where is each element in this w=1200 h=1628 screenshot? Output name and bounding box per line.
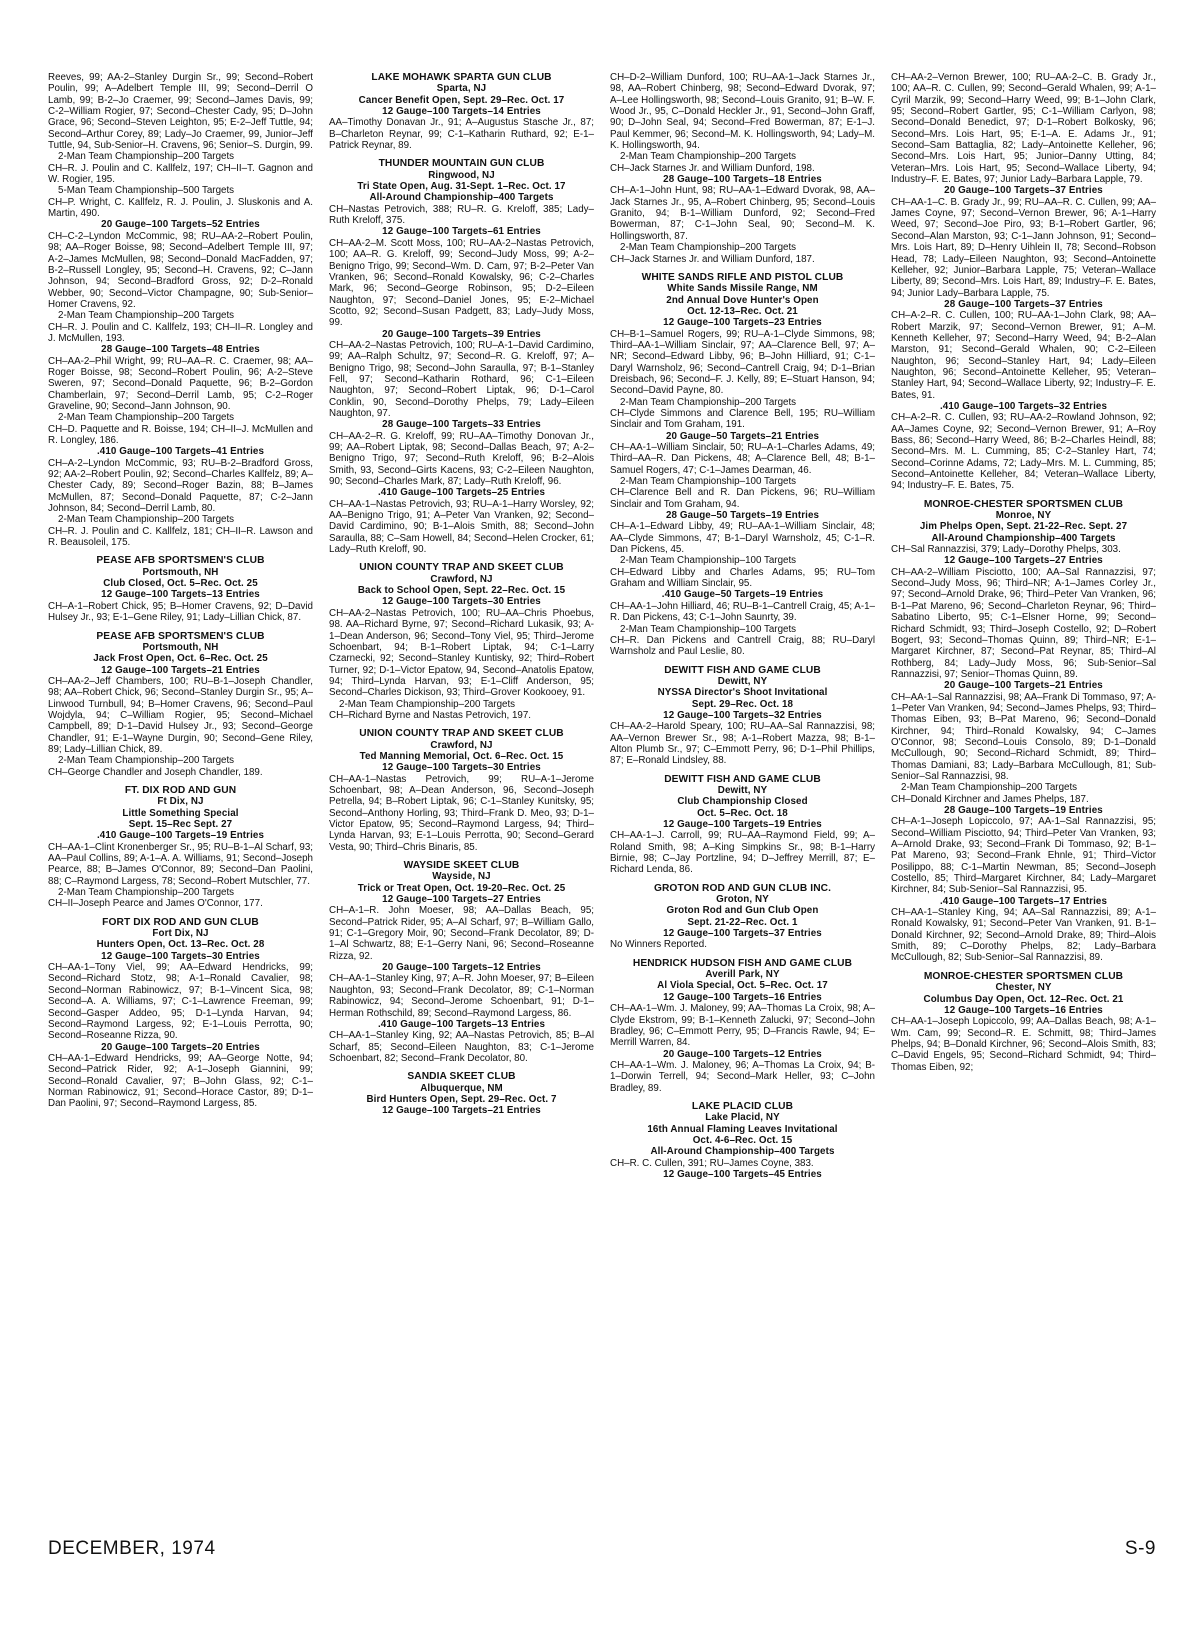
results-paragraph: CH–A-2–Lyndon McCommic, 93; RU–B-2–Bradford Gross, 92; AA-2–Robert Poulin, 92; Second–Charles Kallfelz, 89; A–Chester Cady, 89; Second–Roger Bazin, 88; B–James McMullen, 87; Second–Donald Paquette, 87; C-2–Jann Johnson, 84; Second–Derril Lamb, 80. xyxy=(48,457,313,515)
club-name: FORT DIX ROD AND GUN CLUB xyxy=(102,916,259,928)
event-title: Al Viola Special, Oct. 5–Rec. Oct. 17 xyxy=(657,980,828,992)
team-championship-label: 2-Man Team Championship–200 Targets xyxy=(339,698,516,710)
event-title: Club Closed, Oct. 5–Rec. Oct. 25 xyxy=(103,578,258,590)
event-heading-line xyxy=(610,699,875,710)
club-name: LAKE PLACID CLUB xyxy=(691,1100,794,1112)
results-paragraph: CH–AA-1–John Hilliard, 46; RU–B-1–Cantrell Craig, 45; A-1–R. Dan Pickens, 43; C-1–John Saunrty, 39. xyxy=(610,600,875,624)
event-heading-line xyxy=(891,1005,1156,1016)
club-header xyxy=(610,958,875,992)
results-paragraph: CH–Sal Rannazzisi, 379; Lady–Dorothy Phelps, 303. xyxy=(891,544,1121,556)
event-heading-line xyxy=(891,805,1156,816)
results-paragraph: CH–AA-1–Stanley King, 92; AA–Nastas Petrovich, 85; B–Al Scharf, 85; Second–Eileen Naughton, 83; C-1–Jerome Schoenbart, 82; Second–Frank Decolator, 80. xyxy=(329,1030,594,1064)
issue-date: DECEMBER, 1974 xyxy=(48,1538,216,1559)
event-title: Jack Frost Open, Oct. 6–Rec. Oct. 25 xyxy=(93,653,268,665)
event-title: Trick or Treat Open, Oct. 19-20–Rec. Oct. 25 xyxy=(357,882,566,894)
club-header xyxy=(891,499,1156,533)
results-paragraph: CH–AA-1–J. Carroll, 99; RU–AA–Raymond Field, 99; A–Roland Smith, 98; A–King Simpkins Sr., 98; B-1–Harry Birnie, 98; C–Jay Portzline, 94; D–Jeffrey Merrill, 87; E–Richard Lenda, 86. xyxy=(610,830,875,876)
results-paragraph: CH–AA-1–Wm. J. Maloney, 96; A–Thomas La Croix, 94; B-1–Dorwin Terrell, 94; Second–Mark Heller, 93; C–John Bradley, 89. xyxy=(610,1059,875,1094)
event-title: 2nd Annual Dove Hunter's Open xyxy=(666,294,819,306)
club-location: Averill Park, NY xyxy=(705,969,780,981)
results-paragraph: CH–Clyde Simmons and Clarence Bell, 195; RU–William Sinclair and Tom Graham, 191. xyxy=(610,407,875,431)
club-header xyxy=(610,774,875,808)
event-heading-line xyxy=(891,185,1156,196)
results-paragraph: CH–AA-1–Clint Kronenberger Sr., 95; RU–B-1–Al Scharf, 93; AA–Paul Collins, 89; A-1–A. A. Williams, 91; Second–Joseph Pearce, 88; B–James O'Connor, 89; Second–Dan Paolini, 88; C–Raymond Largess, 78; Second–Robert Mutschler, 77. xyxy=(48,841,313,887)
club-name: PEASE AFB SPORTSMEN'S CLUB xyxy=(96,555,265,567)
event-title: Columbus Day Open, Oct. 12–Rec. Oct. 21 xyxy=(923,993,1124,1005)
event-heading: All-Around Championship–400 Targets xyxy=(931,532,1116,544)
results-paragraph: CH–AA-1–Nastas Petrovich, 93; RU–A-1–Harry Worsley, 92; AA–Benigno Trigo, 91; A–Peter Van Vranken, 92; Second–David Cardimino, 90; B-1–Alois Smith, 88; Second–John Saraulla, 88; C–Sam Howell, 84; Second–Helen Crocker, 61; Lady–Ruth Kreloff, 90. xyxy=(329,498,594,556)
results-paragraph: Reeves, 99; AA-2–Stanley Durgin Sr., 99; Second–Robert Poulin, 99; A–Adelbert Temple III, 99; Second–Derril O Lamb, 99; B-2–Jo Craemer, 99; Second–James Davis, 99; C-2–William Rogier, 97; Second–Chester Cady, 95; D–John Grace, 96; Second–Steven Leighton, 95; E-2–Jeff Tuttle, 94; Second–Arthur Corey, 89; Lady–Jo Craemer, 99, Junior–Jeff Tuttle, 94, Sub-Senior–H. Cravens, 96; Senior–S. Durgin, 99. xyxy=(48,72,313,152)
results-paragraph: CH–AA-1–Tony Viel, 99; AA–Edward Hendricks, 99; Second–Richard Stotz, 98; A-1–Ronald Cavalier, 98; Second–Norman Rabinowicz, 97; B-1–Vincent Sica, 98; Second–A. A. Williams, 97; C-1–Lawrence Freeman, 99; Second–Gasper Addeo, 95; D-1–Lynda Harvan, 94; Second–Raymond Largess, 92; E-1–Louis Perrotta, 90; Second–Roseanne Rizza, 90. xyxy=(48,962,313,1042)
club-location: Crawford, NJ xyxy=(430,739,493,751)
club-header xyxy=(329,158,594,192)
event-heading: 20 Gauge–100 Targets–39 Entries xyxy=(382,328,541,340)
results-paragraph: CH–AA-1–Sal Rannazzisi, 98; AA–Frank Di Tommaso, 97; A-1–Peter Van Vranken, 94; Second–James Phelps, 93; Third–Thomas Eiben, 93; B–Pat Mareno, 96; Second–Donald Kirchner, 94; Third–Ronald Kowalsky, 94; C–James O'Connor, 98; Second–Louis Consolo, 89; D-1–Donald McCullough, 90; Second–Richard Schmidt, 89; Third–Thomas Damiani, 83; Lady–Barbara McCullough, 81; Sub-Senior–Sal Rannazzisi, 98. xyxy=(891,691,1156,782)
results-paragraph: CH–AA-1–C. B. Grady Jr., 99; RU–AA–R. C. Cullen, 99; AA–James Coyne, 97; Second–Vernon Brewer, 96; A-1–Harry Weed, 97; Second–Joe Piro, 93; B-1–Robert Gartler, 96; Second–Alan Marston, 93; C-1–Jann Johnson, 91; Second–Mrs. Lois Hart, 89; D–Henry Uihlein II, 78; Second–Robson Head, 78; Lady–Eileen Naughton, 93; Second–Antoinette Kelleher, 92; Junior–Barbara Lapple, 75; Veteran–Wallace Liberty, 89; Second–Mrs. Lois Hart, 89; Industry–F. E. Bates, 94; Junior Lady–Barbara Lapple, 75. xyxy=(891,196,1156,299)
club-name: UNION COUNTY TRAP AND SKEET CLUB xyxy=(359,728,564,740)
event-title: Tri State Open, Aug. 31-Sept. 1–Rec. Oct. 17 xyxy=(357,181,566,193)
club-name: LAKE MOHAWK SPARTA GUN CLUB xyxy=(371,72,552,83)
event-heading-line xyxy=(329,894,594,905)
event-title: Bird Hunters Open, Sept. 29–Rec. Oct. 7 xyxy=(366,1093,557,1105)
event-heading-line xyxy=(329,329,594,340)
event-heading-line xyxy=(610,306,875,317)
club-location: Lake Placid, NY xyxy=(705,1112,780,1124)
club-name: GROTON ROD AND GUN CLUB INC. xyxy=(653,882,832,894)
event-heading: 12 Gauge–100 Targets–23 Entries xyxy=(663,317,822,329)
event-title: NYSSA Director's Shoot Invitational xyxy=(657,687,828,699)
team-championship-label: 2-Man Team Championship–100 Targets xyxy=(620,555,797,567)
event-heading: 20 Gauge–50 Targets–21 Entries xyxy=(665,430,820,442)
event-heading-line xyxy=(891,533,1156,544)
event-heading-line xyxy=(610,431,875,442)
event-heading: 12 Gauge–100 Targets–21 Entries xyxy=(101,664,260,676)
event-heading-line xyxy=(610,917,875,928)
club-header xyxy=(891,971,1156,1005)
club-header xyxy=(329,562,594,596)
event-heading-line xyxy=(329,1105,594,1116)
event-title: Little Something Special xyxy=(122,807,239,819)
results-paragraph: CH–AA-2–Jeff Chambers, 100; RU–B-1–Joseph Chandler, 98; AA–Robert Chick, 96; Second–Stanley Durgin Sr., 95; A–Linwood Turnbull, 94; B–Homer Cravens, 96; Second–Paul Wojdyla, 94; C–William Rogier, 95; Second–Michael Campbell, 89; D-1–David Hulsey Jr., 93; Second–George Chandler, 91; E-1–Wayne Durgin, 90; Second–Gene Riley, 89; Lady–Lillian Chick, 89. xyxy=(48,675,313,755)
club-name: DEWITT FISH AND GAME CLUB xyxy=(664,773,821,785)
team-championship-label: 5-Man Team Championship–500 Targets xyxy=(58,185,235,197)
club-name: DEWITT FISH AND GAME CLUB xyxy=(664,664,821,676)
club-name: WHITE SANDS RIFLE AND PISTOL CLUB xyxy=(641,271,844,283)
event-heading: 28 Gauge–100 Targets–18 Entries xyxy=(663,174,822,186)
column-4 xyxy=(891,72,1156,1512)
event-heading-line xyxy=(48,1042,313,1053)
results-paragraph: CH–AA-1–Edward Hendricks, 99; AA–George Notte, 94; Second–Patrick Rider, 92; A-1–Joseph Giannini, 99; Second–Ronald Cavalier, 97; B–John Glass, 92; C-1–Norman Rabinowicz, 91; Second–Horace Castor, 89; D-1–Dan Paolini, 97; Second–Raymond Largess, 85. xyxy=(48,1052,313,1110)
event-heading: 20 Gauge–100 Targets–12 Entries xyxy=(382,962,541,974)
event-heading-line xyxy=(329,1019,594,1030)
event-heading-line xyxy=(610,710,875,721)
event-heading-line xyxy=(891,555,1156,566)
results-paragraph: CH–A-2–R. C. Cullen, 93; RU–AA-2–Rowland Johnson, 92; AA–James Coyne, 92; Second–Vernon Brewer, 91; A–Roy Bass, 86; Second–Harry Weed, 86; B-2–Charles Heindl, 88; Second–Mrs. M. L. Cumming, 85; C-2–Stanley Hart, 74; Second–Corinne Adams, 72; Lady–Mrs. M. L. Cumming, 85; Second–Antoinette Kelleher, 84; Veteran–Wallace Liberty, 94; Industry–F. E. Bates, 75. xyxy=(891,412,1156,492)
team-championship-label: 2-Man Team Championship–200 Targets xyxy=(58,887,235,899)
event-heading-line xyxy=(610,819,875,830)
event-heading-line xyxy=(329,762,594,773)
event-heading: 12 Gauge–100 Targets–21 Entries xyxy=(382,1105,541,1117)
team-championship-label: 2-Man Team Championship–200 Targets xyxy=(58,514,235,526)
event-heading-line xyxy=(891,680,1156,691)
event-heading: 12 Gauge–100 Targets–19 Entries xyxy=(663,819,822,830)
event-heading-line xyxy=(891,896,1156,907)
event-heading: Oct. 5–Rec. Oct. 18 xyxy=(697,807,788,819)
event-heading-line xyxy=(610,1146,875,1157)
results-paragraph: CH–AA-1–Nastas Petrovich, 99; RU–A-1–Jerome Schoenbart, 98; A–Dean Anderson, 96, Second–Joseph Petrella, 94; B–Robert Liptak, 96; C-1–Stanley Kunitsky, 95; Second–Anthony Horling, 93; Third–Frank D. Meo, 93; D-1–Victor Epatow, 95; Second–Raymond Largess, 94; Third–Lynda Harvan, 93; E-1–Louis Perrotta, 90; Second–Gerard Vesta, 90; Third–Chris Binaris, 85. xyxy=(329,773,594,853)
event-heading: 12 Gauge–100 Targets–16 Entries xyxy=(663,991,822,1003)
club-location: Crawford, NJ xyxy=(430,573,493,585)
club-location: Portsmouth, NH xyxy=(142,566,219,578)
event-heading-line xyxy=(48,344,313,355)
event-heading: .410 Gauge–100 Targets–13 Entries xyxy=(377,1018,546,1030)
event-title: Groton Rod and Gun Club Open xyxy=(666,905,819,917)
results-paragraph: CH–AA-2–Harold Speary, 100; RU–AA–Sal Rannazzisi, 98; AA–Vernon Brewer Sr., 98; A-1–Robert Mazza, 98; B-1–Alton Plumb Sr., 97; C–Emmott Perry, 96; D-1–Phil Phillips, 87; E–Ronald Lindsley, 88. xyxy=(610,721,875,767)
results-paragraph: CH–A-1–Robert Chick, 95; B–Homer Cravens, 92; D–David Hulsey Jr., 93; E-1–Gene Riley, 91; Lady–Lillian Chick, 87. xyxy=(48,600,313,624)
event-heading: 20 Gauge–100 Targets–21 Entries xyxy=(944,680,1103,692)
event-heading: 12 Gauge–100 Targets–30 Entries xyxy=(101,950,260,962)
club-name: THUNDER MOUNTAIN GUN CLUB xyxy=(378,158,545,170)
results-paragraph: CH–A-1–Edward Libby, 49; RU–AA-1–William Sinclair, 48; AA–Clyde Simmons, 47; B-1–Daryl Warnsholz, 45; C-1–R. Dan Pickens, 45. xyxy=(610,521,875,556)
event-heading-line xyxy=(610,1135,875,1146)
event-heading-line xyxy=(610,510,875,521)
club-header xyxy=(610,272,875,306)
event-heading-line xyxy=(329,487,594,498)
event-heading: 12 Gauge–100 Targets–27 Entries xyxy=(382,894,541,906)
club-header xyxy=(610,665,875,699)
club-name: PEASE AFB SPORTSMEN'S CLUB xyxy=(96,630,265,642)
club-name: WAYSIDE SKEET CLUB xyxy=(403,860,520,872)
event-heading-line xyxy=(610,1169,875,1180)
results-paragraph: CH–AA-2–William Pisciotto, 100; AA–Sal Rannazzisi, 97; Second–Judy Moss, 96; Third–NR; A-1–James Corley Jr., 97; Second–Arnold Drake, 96; Third–Peter Van Vranken, 96; B-1–Pat Mareno, 96; Second–Charleton Reynar, 96; Third–Sabatino Liberto, 95; C-1–Elsner Horne, 99; Second–Richard Schmidt, 93; Third–Joseph Costello, 92; D–Robert Bogert, 93; Second–Thomas Quinn, 89; Third–NR; E-1–Margaret Kirchner, 87; Second–Pat Reynar, 85; Third–Al Rothberg, 84; Lady–Judy Moss, 96; Sub-Senior–Sal Rannazzisi, 97; Senior–Thomas Quinn, 89. xyxy=(891,566,1156,680)
team-championship-label: 2-Man Team Championship–200 Targets xyxy=(620,396,797,408)
column-2 xyxy=(329,72,594,1512)
club-location: Sparta, NJ xyxy=(436,83,487,95)
results-paragraph: CH–P. Wright, C. Kallfelz, R. J. Poulin, J. Sluskonis and A. Martin, 490. xyxy=(48,196,313,220)
event-heading-line xyxy=(610,928,875,939)
event-heading-line xyxy=(329,226,594,237)
event-heading-line xyxy=(610,317,875,328)
event-title: Club Championship Closed xyxy=(677,796,808,808)
results-paragraph: CH–Jack Starnes Jr. and William Dunford, 198. xyxy=(610,162,815,174)
event-heading: .410 Gauge–100 Targets–41 Entries xyxy=(96,446,265,458)
results-paragraph: CH–AA-2–Nastas Petrovich, 100; RU–A-1–David Cardimino, 99; AA–Ralph Schultz, 97; Second–R. G. Kreloff, 97; A–Benigno Trigo, 98; Second–John Saraulla, 97; B-1–Stanley Fell, 97; Second–Katharin Rothard, 96; C-1–Eileen Naughton, 97; Second–Robert Liptak, 96; D-1–Carol Conklin, 90, Second–Dorothy Phelps, 79; Lady–Eileen Naughton, 97. xyxy=(329,339,594,419)
results-paragraph: CH–A-1–Joseph Lopiccolo, 97; AA-1–Sal Rannazzisi, 95; Second–William Pisciotto, 94; Third–Peter Van Vranken, 93; A–Arnold Drake, 93; Second–Frank Di Tommaso, 92; B-1–Pat Mareno, 93; Second–Frank Ehnle, 91; Third–Victor Posilippo, 88; C-1–Martin Newman, 85; Second–Joseph Costello, 85; Third–Margaret Kirchner, 84; Lady–Margaret Kirchner, 84; Sub-Senior–Sal Rannazzisi, 95. xyxy=(891,816,1156,896)
club-header xyxy=(48,631,313,665)
results-paragraph: CH–AA-1–Stanley King, 97; A–R. John Moeser, 97; B–Eileen Naughton, 93; Second–Frank Decolator, 89; C-1–Norman Rabinowicz, 94; Second–Jerome Schoenbart, 91; D-1–Herman Rothschild, 89; Second–Raymond Largess, 86. xyxy=(329,973,594,1019)
event-heading: 12 Gauge–100 Targets–16 Entries xyxy=(944,1004,1103,1016)
results-paragraph: CH–AA-1–William Sinclair, 50; RU–A-1–Charles Adams, 49; Third–AA–R. Dan Pickens, 48; A–Clarence Bell, 48; B-1–Samuel Rogers, 47; C-1–James Dearman, 46. xyxy=(610,442,875,476)
event-heading: All-Around Championship–400 Targets xyxy=(369,192,554,204)
event-heading-line xyxy=(48,951,313,962)
event-heading: .410 Gauge–100 Targets–32 Entries xyxy=(939,400,1108,412)
event-heading-line xyxy=(329,192,594,203)
page-number: S-9 xyxy=(1124,1538,1156,1559)
club-header xyxy=(48,555,313,589)
results-paragraph: CH–Donald Kirchner and James Phelps, 187. xyxy=(891,793,1089,805)
club-location: Chester, NY xyxy=(995,982,1052,994)
event-heading-line xyxy=(610,174,875,185)
club-name: MONROE-CHESTER SPORTSMEN CLUB xyxy=(923,498,1124,510)
event-heading: 28 Gauge–100 Targets–48 Entries xyxy=(101,344,260,356)
event-heading-line xyxy=(610,992,875,1003)
event-heading-line xyxy=(48,665,313,676)
results-paragraph: CH–C-2–Lyndon McCommic, 98; RU–AA-2–Robert Poulin, 98; AA–Roger Boisse, 98; Second–Adelbert Temple III, 97; A-2–James McMullen, 98; Second–Donald MacFadden, 97; B-2–Russell Longley, 95; Second–H. Cravens, 92; C–Jann Johnson, 94; Second–Bradford Gross, 92; D-2–Ronald Webber, 90; Second–Victor Champagne, 90; Sub-Senior–Homer Cravens, 92. xyxy=(48,230,313,310)
results-paragraph: CH–AA-2–Vernon Brewer, 100; RU–AA-2–C. B. Grady Jr., 100; AA–R. C. Cullen, 99; Second–Gerald Whalen, 99; A-1–Cyril Marzik, 99; Second–Harry Weed, 99; B-1–John Clark, 95; Second–Robert Gartler, 95; C-1–William Carlyon, 98; Second–Donald Benedict, 97; D-1–Robert Bolkosky, 96; Second–Mrs. Lois Hart, 95; E-1–A. E. Adams Jr., 91; Second–Sam Battaglia, 82; Lady–Antoinette Kelleher, 96; Second–Mrs. Lois Hart, 95; Junior–Danny Utting, 84; Veteran–Mrs. Lois Hart, 95; Second–Wallace Liberty, 94; Industry–F. E. Bates, 97; Junior Lady–Barbara Lapple, 79. xyxy=(891,72,1156,186)
event-heading: 12 Gauge–100 Targets–27 Entries xyxy=(944,555,1103,567)
club-header xyxy=(48,917,313,951)
event-heading: 12 Gauge–100 Targets–45 Entries xyxy=(663,1168,822,1180)
club-header xyxy=(48,785,313,819)
event-heading: 20 Gauge–100 Targets–20 Entries xyxy=(101,1041,260,1053)
event-heading-line xyxy=(891,299,1156,310)
event-heading-line xyxy=(610,1049,875,1060)
event-heading: 12 Gauge–100 Targets–13 Entries xyxy=(101,589,260,601)
event-heading: Sept. 29–Rec. Oct. 18 xyxy=(691,698,794,710)
club-location: Ft Dix, NJ xyxy=(157,796,204,808)
results-paragraph: CH–II–Joseph Pearce and James O'Connor, 177. xyxy=(48,898,263,910)
club-location: Portsmouth, NH xyxy=(142,641,219,653)
event-heading: 12 Gauge–100 Targets–61 Entries xyxy=(382,226,541,238)
club-header xyxy=(329,860,594,894)
results-paragraph: CH–AA-1–Stanley King, 94; AA–Sal Rannazzisi, 89; A-1–Ronald Kowalsky, 91; Second–Peter Van Vranken, 91. B-1–Donald Kirchner, 92; Second–Arnold Drake, 89; Third–Alois Smith, 89; C–Dorothy Phelps, 82; Lady–Barbara McCullough, 82; Sub-Senior–Sal Rannazzisi, 89. xyxy=(891,907,1156,964)
event-heading: 12 Gauge–100 Targets–30 Entries xyxy=(382,596,541,608)
club-location: Dewitt, NY xyxy=(717,675,768,687)
event-heading-line xyxy=(48,446,313,457)
results-paragraph: CH–R. J. Poulin and C. Kallfelz, 197; CH–II–T. Gagnon and W. Rogier, 195. xyxy=(48,162,313,186)
event-heading: Sept. 15–Rec Sept. 27 xyxy=(128,819,233,830)
results-paragraph: CH–Nastas Petrovich, 388; RU–R. G. Kreloff, 385; Lady–Ruth Kreloff, 375. xyxy=(329,203,594,227)
event-heading-line xyxy=(48,819,313,830)
results-paragraph: CH–A-2–R. C. Cullen, 100; RU–AA-1–John Clark, 98; AA–Robert Marzik, 97; Second–Vernon Brewer, 91; A–M. Kenneth Kelleher, 97; Second–Harry Weed, 94; B-2–Alan Marston, 91; Second–Gerald Whalen, 90; C-2–Eileen Naughton, 96; Second–Stanley Hart, 94; Lady–Eileen Naughton, 96; Second–Antoinette Kelleher, 95; Veteran–Stanley Hart, 94; Second–Wallace Liberty, 92; Industry–F. E. Bates, 91. xyxy=(891,310,1156,401)
team-championship-label: 2-Man Team Championship–100 Targets xyxy=(620,623,797,635)
results-paragraph: CH–D. Paquette and R. Boisse, 194; CH–II–J. McMullen and R. Longley, 186. xyxy=(48,423,313,446)
event-heading: .410 Gauge–100 Targets–17 Entries xyxy=(939,895,1108,907)
results-paragraph: CH–Edward Libby and Charles Adams, 95; RU–Tom Graham and William Sinclair, 95. xyxy=(610,566,875,590)
event-title: Ted Manning Memorial, Oct. 6–Rec. Oct. 15 xyxy=(359,750,564,762)
results-paragraph: CH–R. J. Poulin and C. Kallfelz, 181; CH–II–R. Lawson and R. Beausoleil, 175. xyxy=(48,525,313,549)
club-location: Wayside, NJ xyxy=(432,871,491,883)
results-paragraph: CH–AA-2–M. Scott Moss, 100; RU–AA-2–Nastas Petrovich, 100; AA–R. G. Kreloff, 99; Second–Judy Moss, 99; A-2–Benigno Trigo, 99; Second–Wm. D. Cam, 97; B-2–Peter Van Vranken, 96; Second–Ronald Kowalsky, 96; C-2–Charles Mark, 96; Second–George Robinson, 95; D-2–Eileen Naughton, 97; Second–Daniel Jones, 95; E-2–Michael Scotto, 92; Second–Susan Padgett, 83; Lady–Judy Moss, 99. xyxy=(329,237,594,329)
team-championship-label: 2-Man Team Championship–200 Targets xyxy=(620,151,797,163)
event-heading: 12 Gauge–100 Targets–37 Entries xyxy=(663,928,822,940)
club-header xyxy=(610,1101,875,1135)
event-heading: .410 Gauge–100 Targets–19 Entries xyxy=(96,830,265,842)
event-heading: Oct. 4-6–Rec. Oct. 15 xyxy=(692,1134,793,1146)
event-heading: 28 Gauge–50 Targets–19 Entries xyxy=(665,510,820,522)
event-title: Jim Phelps Open, Sept. 21-22–Rec. Sept. 27 xyxy=(919,521,1128,533)
results-paragraph: CH–George Chandler and Joseph Chandler, 189. xyxy=(48,766,263,778)
team-championship-label: 2-Man Team Championship–100 Targets xyxy=(620,476,797,488)
column-1 xyxy=(48,72,313,1512)
event-heading: Sept. 21-22–Rec. Oct. 1 xyxy=(687,916,798,928)
event-heading-line xyxy=(48,589,313,600)
event-heading: All-Around Championship–400 Targets xyxy=(650,1146,835,1158)
event-heading-line xyxy=(329,106,594,117)
results-paragraph: CH–Richard Byrne and Nastas Petrovich, 197. xyxy=(329,709,532,721)
results-paragraph: CH–B-1–Samuel Rogers, 99; RU–A-1–Clyde Simmons, 98; Third–AA-1–William Sinclair, 97; AA–Clarence Bell, 97; A–NR; Second–Edward Libby, 96; B–John Hilliard, 91; C-1–Daryl Warnsholz, 96; Second–Cantrell Craig, 94; D-1–Brian Dreisbach, 96; Second–F. J. Kelly, 89; E–Stuart Hanson, 94; Second–David Payne, 80. xyxy=(610,328,875,397)
event-heading: 12 Gauge–100 Targets–14 Entries xyxy=(382,106,541,118)
event-heading: 12 Gauge–100 Targets–32 Entries xyxy=(663,709,822,721)
results-paragraph: No Winners Reported. xyxy=(610,939,707,951)
club-header xyxy=(329,72,594,106)
results-paragraph: CH–AA-2–Phil Wright, 99; RU–AA–R. C. Craemer, 98; AA–Roger Boisse, 98; Second–Robert Poulin, 96; A-2–Steve Sweren, 97; Second–Donald Paquette, 96; B-2–Gordon Chamberlain, 97; Second–Derril Lamb, 95; C-2–Roger Graveline, 90; Second–Jann Johnson, 90. xyxy=(48,355,313,412)
club-location: Fort Dix, NJ xyxy=(152,928,209,940)
event-heading: 20 Gauge–100 Targets–12 Entries xyxy=(663,1048,822,1060)
event-title: Hunters Open, Oct. 13–Rec. Oct. 28 xyxy=(96,939,265,951)
club-location: Dewitt, NY xyxy=(717,784,768,796)
club-location: Albuquerque, NM xyxy=(420,1082,503,1094)
team-championship-label: 2-Man Team Championship–200 Targets xyxy=(620,242,797,254)
club-location: White Sands Missile Range, NM xyxy=(667,283,818,295)
event-heading: 28 Gauge–100 Targets–37 Entries xyxy=(944,298,1103,310)
results-paragraph: CH–Clarence Bell and R. Dan Pickens, 96; RU–William Sinclair and Tom Graham, 94. xyxy=(610,487,875,510)
event-heading-line xyxy=(48,830,313,841)
page-footer xyxy=(48,1538,1156,1560)
club-name: MONROE-CHESTER SPORTSMEN CLUB xyxy=(923,970,1124,982)
event-heading: .410 Gauge–50 Targets–19 Entries xyxy=(661,589,824,601)
results-paragraph: CH–AA-2–Nastas Petrovich, 100; RU–AA–Chris Phoebus, 98. AA–Richard Byrne, 97; Second–Richard Lukasik, 93; A-1–Dean Anderson, 96; Second–Tony Viel, 95; Third–Jerome Schoenbart, 94; B-1–Robert Liptak, 94; C-1–Larry Czarnecki, 92; Second–Stanley Kuntisky, 92; Third–Robert Turner, 92; D-1–Victor Epatow, 94, Second–Anatolis Epatow, 94; Third–Lynda Harvan, 93; E-1–Cliff Anderson, 95; Second–Charles Dickison, 93; Third–Grover Kookooey, 91. xyxy=(329,607,594,699)
club-header xyxy=(329,728,594,762)
event-heading-line xyxy=(329,419,594,430)
results-paragraph: CH–Jack Starnes Jr. and William Dunford, 187. xyxy=(610,253,815,265)
team-championship-label: 2-Man Team Championship–200 Targets xyxy=(58,310,235,322)
event-title: 16th Annual Flaming Leaves Invitational xyxy=(647,1123,838,1135)
team-championship-label: 2-Man Team Championship–200 Targets xyxy=(58,755,235,767)
club-name: HENDRICK HUDSON FISH AND GAME CLUB xyxy=(632,957,853,969)
event-heading-line xyxy=(610,589,875,600)
results-paragraph: CH–AA-1–Wm. J. Maloney, 99; AA–Thomas La Croix, 98; A–Clyde Ekstrom, 99; B-1–Kenneth Zalucki, 97; Second–John Bradley, 96; C–Emmott Perry, 95; D–Francis Rawle, 94; E–Merrill Warren, 84. xyxy=(610,1003,875,1049)
event-heading-line xyxy=(891,401,1156,412)
results-paragraph: CH–D-2–William Dunford, 100; RU–AA-1–Jack Starnes Jr., 98, AA–Robert Chinberg, 98; Second–Edward Dvorak, 97; A–Lee Hollingsworth, 98; Second–Louis Granito, 91; B–W. F. Wood Jr., 95, C–Donald Heckler Jr., 91, Second–John Graff, 90; D–John Seal, 94; Second–Fred Bowerman, 87; E-1–J. Paul Kemmer, 96; Second–M. K. Hollingsworth, 94; Lady–M. K. Hollingsworth, 94. xyxy=(610,72,875,152)
results-page xyxy=(48,72,1156,1512)
club-name: FT. DIX ROD AND GUN xyxy=(124,784,237,796)
event-heading: 28 Gauge–100 Targets–33 Entries xyxy=(382,419,541,431)
club-location: Monroe, NY xyxy=(995,510,1052,522)
club-header xyxy=(610,883,875,917)
event-heading-line xyxy=(329,962,594,973)
event-heading: 20 Gauge–100 Targets–52 Entries xyxy=(101,219,260,231)
results-paragraph: CH–AA-2–R. G. Kreloff, 99; RU–AA–Timothy Donovan Jr., 99; AA–Robert Liptak, 98; Second–Dallas Beach, 97; A-2–Benigno Trigo, 97; Second–Ruth Kreloff, 96; B-2–Alois Smith, 93, Second–Girts Kacens, 93; C-2–Eileen Naughton, 90; Second–Charles Mark, 87; Lady–Ruth Kreloff, 96. xyxy=(329,430,594,488)
event-heading: Oct. 12-13–Rec. Oct. 21 xyxy=(687,305,798,317)
column-3 xyxy=(610,72,875,1512)
team-championship-label: 2-Man Team Championship–200 Targets xyxy=(901,782,1078,794)
club-name: UNION COUNTY TRAP AND SKEET CLUB xyxy=(359,562,564,574)
team-championship-label: 2-Man Team Championship–200 Targets xyxy=(58,151,235,163)
results-paragraph: CH–A-1–R. John Moeser, 98; AA–Dallas Beach, 95; Second–Patrick Rider, 95; A–Al Scharf, 97; B–William Gallo, 91; C-1–Gregory Moir, 90; Second–Frank Decolator, 89; D-1–Al Schwartz, 88; E-1–Gerry Nani, 96; Second–Roseanne Rizza, 92. xyxy=(329,905,594,962)
club-location: Groton, NY xyxy=(716,894,769,906)
results-paragraph: CH–A-1–John Hunt, 98; RU–AA-1–Edward Dvorak, 98, AA–Jack Starnes Jr., 95, A–Robert Chinberg, 95; Second–Louis Granito, 94; B-1–William Dunford, 92; Second–Fred Bowerman, 87; C-1–John Seal, 90; Second–M. K. Hollingsworth, 87. xyxy=(610,185,875,242)
event-heading-line xyxy=(329,596,594,607)
results-paragraph: CH–AA-1–Joseph Lopiccolo, 99; AA–Dallas Beach, 98; A-1–Wm. Cam, 99; Second–R. E. Schmitt, 98; Third–James Phelps, 94; B–Donald Kirchner, 96; Second–Alois Smith, 83; C–David Engels, 95; Second–Richard Schmidt, 94; Third–Thomas Eiben, 92; xyxy=(891,1016,1156,1073)
event-heading: 28 Gauge–100 Targets–19 Entries xyxy=(944,805,1103,816)
event-title: Back to School Open, Sept. 22–Rec. Oct. 15 xyxy=(357,585,566,597)
results-paragraph: CH–R. J. Poulin and C. Kallfelz, 193; CH–II–R. Longley and J. McMullen, 193. xyxy=(48,321,313,344)
results-paragraph: CH–R. C. Cullen, 391; RU–James Coyne, 383. xyxy=(610,1157,814,1169)
event-heading: 12 Gauge–100 Targets–30 Entries xyxy=(382,762,541,774)
club-name: SANDIA SKEET CLUB xyxy=(407,1071,516,1083)
event-heading-line xyxy=(610,808,875,819)
event-heading-line xyxy=(48,219,313,230)
team-championship-label: 2-Man Team Championship–200 Targets xyxy=(58,412,235,424)
results-paragraph: AA–Timothy Donavan Jr., 91; A–Augustus Stasche Jr., 87; B–Charleton Reynar, 99; C-1–Katharin Ruthard, 92; E-1–Patrick Reynar, 89. xyxy=(329,117,594,152)
club-header xyxy=(329,1071,594,1105)
club-location: Ringwood, NJ xyxy=(428,169,495,181)
results-paragraph: CH–R. Dan Pickens and Cantrell Craig, 88; RU–Daryl Warnsholz and Paul Leslie, 80. xyxy=(610,634,875,658)
event-heading: 20 Gauge–100 Targets–37 Entries xyxy=(944,185,1103,197)
event-heading: .410 Gauge–100 Targets–25 Entries xyxy=(377,487,546,499)
event-title: Cancer Benefit Open, Sept. 29–Rec. Oct. 17 xyxy=(358,94,565,106)
